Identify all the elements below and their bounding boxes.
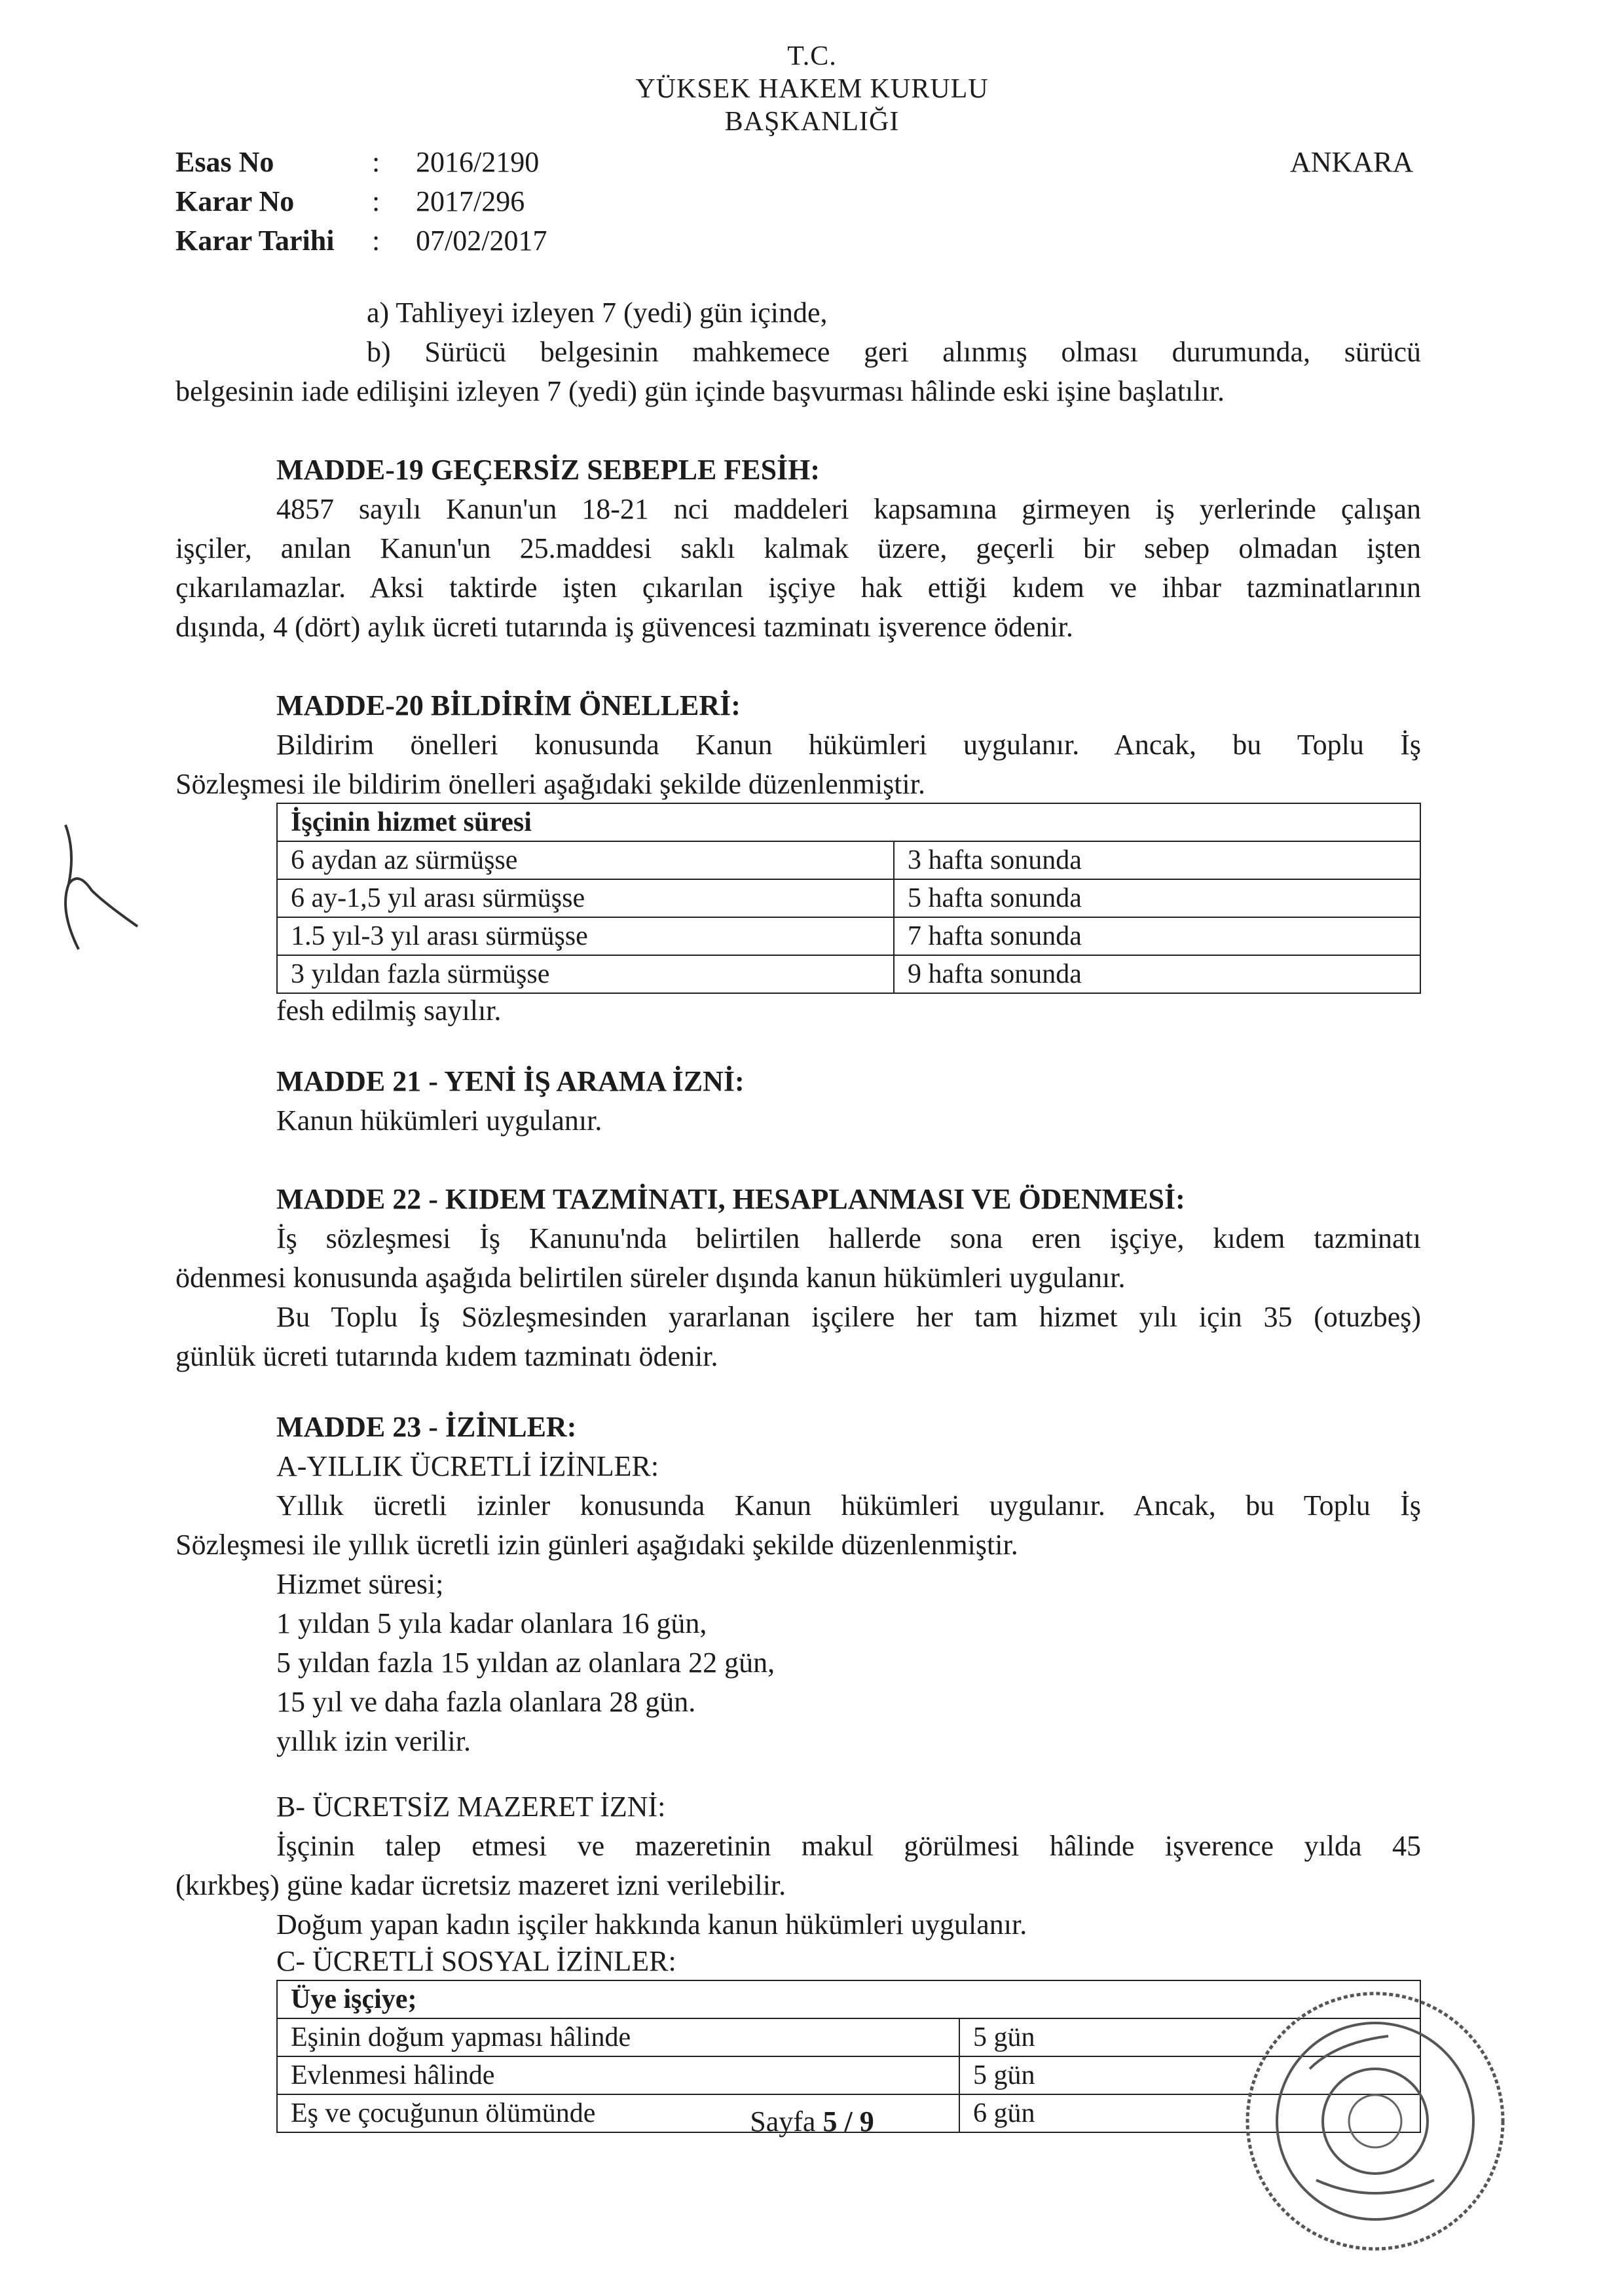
notice-value-cell: 9 hafta sonunda xyxy=(894,955,1420,993)
madde-20-line2: Sözleşmesi ile bildirim önelleri aşağıdaki şekilde düzenlenmiştir. xyxy=(175,768,925,800)
meta-esas-label: Esas No xyxy=(175,146,274,178)
leave-days-cell: 6 gün xyxy=(959,2094,1420,2132)
handwritten-mark-icon xyxy=(39,812,151,962)
madde-23-a-line1: Yıllık ücretli izinler konusunda Kanun hükümleri uygulanır. Ancak, bu Toplu İş xyxy=(276,1489,1421,1522)
madde-23-b-line2: (kırkbeş) güne kadar ücretsiz mazeret izni verilebilir. xyxy=(175,1869,786,1901)
leave-event-cell: Evlenmesi hâlinde xyxy=(277,2056,959,2094)
leave-days-cell: 5 gün xyxy=(959,2018,1420,2056)
madde-19-line: 4857 sayılı Kanun'un 18-21 nci maddeleri kapsamına girmeyen iş yerlerinde çalışan xyxy=(276,493,1421,525)
madde-19-line: işçiler, anılan Kanun'un 25.maddesi saklı kalmak üzere, geçerli bir sebep olmadan işten xyxy=(175,532,1421,564)
madde-23-b-line3: Doğum yapan kadın işçiler hakkında kanun hükümleri uygulanır. xyxy=(276,1908,1027,1941)
madde-22-p1-line2: ödenmesi konusunda aşağıda belirtilen süreler dışında kanun hükümleri uygulanır. xyxy=(175,1262,1126,1294)
service-line: 15 yıl ve daha fazla olanlara 28 gün. xyxy=(276,1686,696,1718)
table-row xyxy=(277,879,1420,917)
intro-b-line1: b) Sürücü belgesinin mahkemece geri alınmış olması durumunda, sürücü xyxy=(367,336,1421,368)
notice-period-table xyxy=(276,803,1421,994)
header-tc: T.C. xyxy=(787,41,837,71)
madde-23-b-line1: İşçinin talep etmesi ve mazeretinin makul görülmesi hâlinde işverence yılda 45 xyxy=(276,1830,1421,1862)
page-value: 5 / 9 xyxy=(822,2105,874,2138)
table-row xyxy=(277,955,1420,993)
meta-karar-label: Karar No xyxy=(175,185,295,217)
service-line: 5 yıldan fazla 15 yıldan az olanlara 22 gün, xyxy=(276,1647,775,1679)
header-city: ANKARA xyxy=(1290,146,1414,178)
page-prefix: Sayfa xyxy=(750,2105,823,2138)
madde-22-p2-line1: Bu Toplu İş Sözleşmesinden yararlanan işçilere her tam hizmet yılı için 35 (otuzbeş) xyxy=(276,1301,1421,1333)
meta-esas-value: 2016/2190 xyxy=(416,146,540,178)
leave-event-cell: Eş ve çocuğunun ölümünde xyxy=(277,2094,959,2132)
meta-colon: : xyxy=(372,146,380,178)
intro-a: a) Tahliyeyi izleyen 7 (yedi) gün içinde, xyxy=(367,297,828,329)
notice-value-cell: 5 hafta sonunda xyxy=(894,879,1420,917)
table-row xyxy=(277,841,1420,879)
leave-event-cell: Eşinin doğum yapması hâlinde xyxy=(277,2018,959,2056)
madde-21-text: Kanun hükümleri uygulanır. xyxy=(276,1104,602,1137)
madde-20-title: MADDE-20 BİLDİRİM ÖNELLERİ: xyxy=(276,689,741,721)
social-leave-header: Üye işçiye; xyxy=(277,1980,1420,2018)
leave-days-cell: 5 gün xyxy=(959,2056,1420,2094)
madde-23-c-title: C- ÜCRETLİ SOSYAL İZİNLER: xyxy=(276,1945,676,1977)
meta-colon: : xyxy=(372,225,380,257)
madde-23-a-line2: Sözleşmesi ile yıllık ücretli izin günleri aşağıdaki şekilde düzenlenmiştir. xyxy=(175,1529,1018,1561)
madde-19-line: dışında, 4 (dört) aylık ücreti tutarında iş güvencesi tazminatı işverence ödenir. xyxy=(175,611,1073,643)
header-presidency: BAŞKANLIĞI xyxy=(724,107,900,137)
meta-tarih-value: 07/02/2017 xyxy=(416,225,547,257)
table-row xyxy=(277,917,1420,955)
table-header-row xyxy=(277,803,1420,841)
notice-period-cell: 6 ay-1,5 yıl arası sürmüşse xyxy=(277,879,894,917)
meta-colon: : xyxy=(372,185,380,217)
madde-19-title: MADDE-19 GEÇERSİZ SEBEPLE FESİH: xyxy=(276,454,821,486)
notice-period-cell: 3 yıldan fazla sürmüşse xyxy=(277,955,894,993)
notice-period-cell: 6 aydan az sürmüşse xyxy=(277,841,894,879)
notice-period-cell: 1.5 yıl-3 yıl arası sürmüşse xyxy=(277,917,894,955)
meta-tarih-label: Karar Tarihi xyxy=(175,225,335,257)
madde-20-line1: Bildirim önelleri konusunda Kanun hükümleri uygulanır. Ancak, bu Toplu İş xyxy=(276,729,1421,761)
madde-22-title: MADDE 22 - KIDEM TAZMİNATI, HESAPLANMASI VE ÖDENMESİ: xyxy=(276,1183,1185,1215)
header-institution: YÜKSEK HAKEM KURULU xyxy=(635,74,989,104)
intro-b-line2: belgesinin iade edilişini izleyen 7 (yedi) gün içinde başvurması hâlinde eski işine başlatılır. xyxy=(175,375,1225,407)
madde-23-a-title: A-YILLIK ÜCRETLİ İZİNLER: xyxy=(276,1450,659,1482)
madde-21-title: MADDE 21 - YENİ İŞ ARAMA İZNİ: xyxy=(276,1065,745,1097)
madde-19-line: çıkarılamazlar. Aksi taktirde işten çıkarılan işçiye hak ettiği kıdem ve ihbar tazminatlarının xyxy=(175,572,1421,604)
page-number xyxy=(0,2105,1624,2138)
notice-table-header: İşçinin hizmet süresi xyxy=(277,803,1420,841)
madde-20-footer: fesh edilmiş sayılır. xyxy=(276,994,502,1027)
madde-22-p2-line2: günlük ücreti tutarında kıdem tazminatı ödenir. xyxy=(175,1340,718,1372)
madde-23-b-title: B- ÜCRETSİZ MAZERET İZNİ: xyxy=(276,1791,666,1823)
meta-karar-value: 2017/296 xyxy=(416,185,525,217)
service-line: 1 yıldan 5 yıla kadar olanlara 16 gün, xyxy=(276,1607,707,1639)
madde-23-title: MADDE 23 - İZİNLER: xyxy=(276,1411,577,1443)
service-line: yıllık izin verilir. xyxy=(276,1725,471,1757)
service-line: Hizmet süresi; xyxy=(276,1568,444,1600)
madde-22-p1-line1: İş sözleşmesi İş Kanunu'nda belirtilen hallerde sona eren işçiye, kıdem tazminatı xyxy=(276,1222,1421,1254)
notice-value-cell: 3 hafta sonunda xyxy=(894,841,1420,879)
notice-value-cell: 7 hafta sonunda xyxy=(894,917,1420,955)
